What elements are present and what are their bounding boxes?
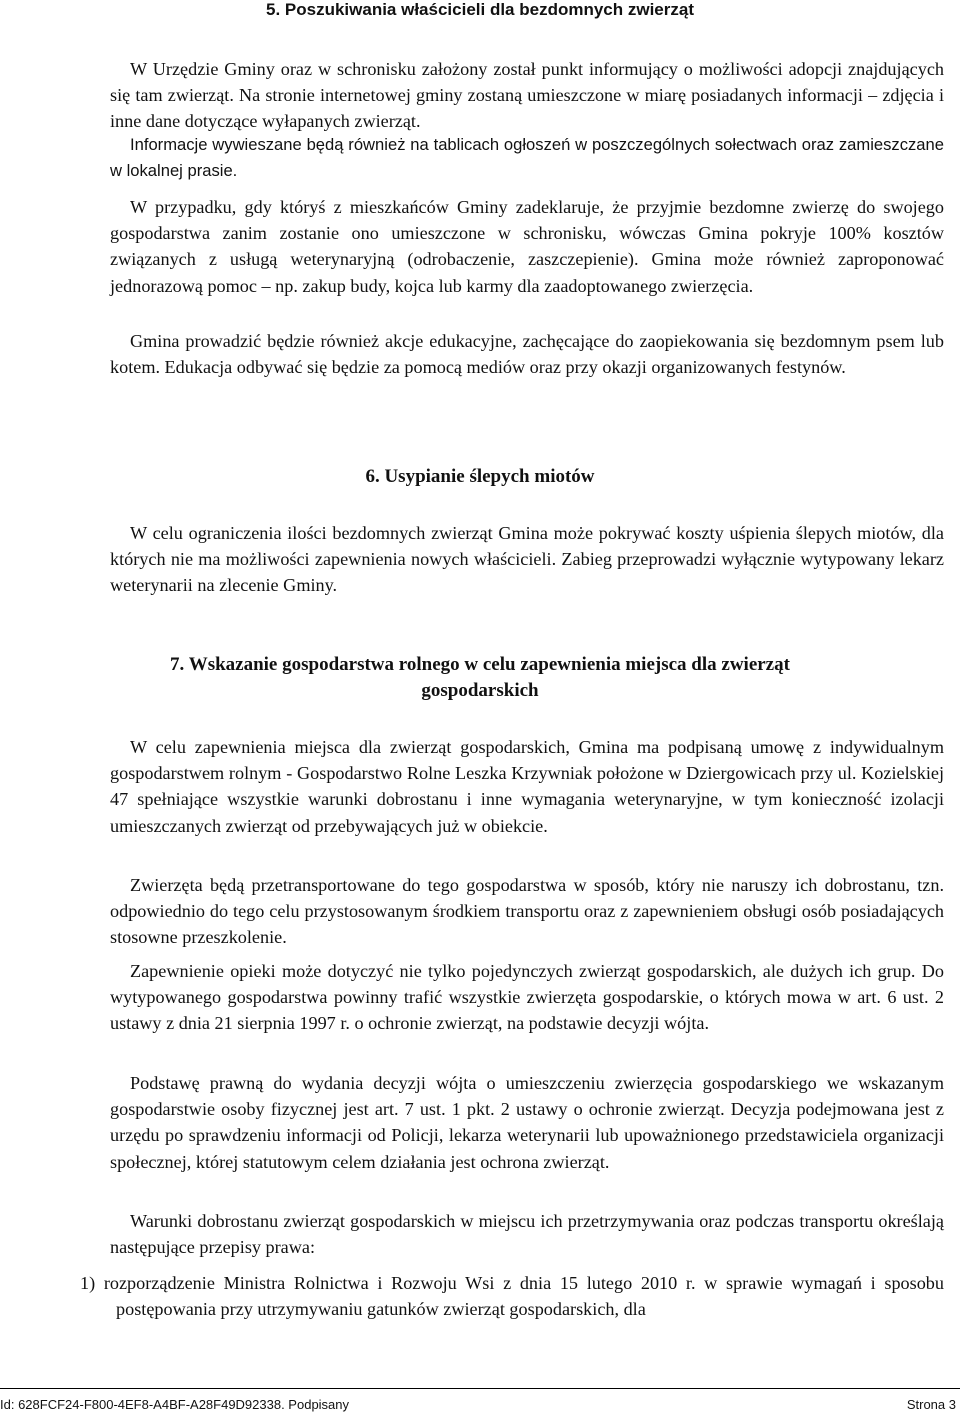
section-5-paragraph-1a: W Urzędzie Gminy oraz w schronisku założony został punkt informujący o możliwości adopcji znajdujących się tam zwierząt. Na stronie internetowej gminy zostaną umieszczone w miarę posiadanych informacji – zdjęcia i inne dane dotyczące wyłapanych zwierząt. — [110, 59, 944, 132]
section-5-heading: 5. Poszukiwania właścicieli dla bezdomnych zwierząt — [266, 0, 694, 19]
section-5-paragraph-1b: Informacje wywieszane będą również na tablicach ogłoszeń w poszczególnych sołectwach oraz zamieszczane w lokalnej prasie. — [110, 135, 944, 181]
section-7-heading-line-1: 7. Wskazanie gospodarstwa rolnego w celu zapewnienia miejsca dla zwierząt — [170, 654, 790, 675]
section-7-paragraph-5: Warunki dobrostanu zwierząt gospodarskich w miejscu ich przetrzymywania oraz podczas transportu określają następujące przepisy prawa: — [110, 1211, 944, 1258]
footer-page-number: Strona 3 — [906, 1397, 956, 1412]
footer-divider — [0, 1388, 960, 1389]
section-6-paragraph-1: W celu ograniczenia ilości bezdomnych zwierząt Gmina może pokrywać koszty uśpienia ślepych miotów, dla których nie ma możliwości zapewnienia nowych właścicieli. Zabieg przeprowadzi wyłącznie wytypowany lekarz weterynarii na zlecenie Gminy. — [110, 523, 944, 596]
legal-list-item-1: 1) rozporządzenie Ministra Rolnictwa i Rozwoju Wsi z dnia 15 lutego 2010 r. w sprawie wymagań i sposobu postępowania przy utrzymywaniu gatunków zwierząt gospodarskich, dla — [80, 1273, 944, 1320]
section-5-paragraph-2: W przypadku, gdy któryś z mieszkańców Gminy zadeklaruje, że przyjmie bezdomne zwierzę do swojego gospodarstwa zanim zostanie ono umieszczone w schronisku, wówczas Gmina pokryje 100% kosztów związanych z usługą weterynaryjną (odrobaczenie, zaszczepienie). Gmina może również zaproponować jednorazową pomoc – np. zakup budy, kojca lub karmy dla zaadoptowanego zwierzęcia. — [110, 197, 944, 296]
section-7-heading-line-2: gospodarskich — [421, 680, 539, 701]
section-7-paragraph-1: W celu zapewnienia miejsca dla zwierząt gospodarskich, Gmina ma podpisaną umowę z indywidualnym gospodarstwem rolnym - Gospodarstwo Rolne Leszka Krzywniak położone w Dziergowicach przy ul. Kozielskiej 47 spełniające wszystkie warunki dobrostanu i inne wymagania weterynaryjne, w tym konieczność izolacji umieszczanych zwierząt od przebywających już w obiekcie. — [110, 737, 944, 836]
section-7-paragraph-4: Podstawę prawną do wydania decyzji wójta o umieszczeniu zwierzęcia gospodarskiego we wskazanym gospodarstwie osoby fizycznej jest art. 7 ust. 1 pkt. 2 ustawy o ochronie zwierząt. Decyzja podejmowana jest z urzędu po sprawdzeniu informacji od Policji, lekarza weterynarii lub upoważnionego przedstawiciela organizacji społecznej, której statutowym celem działania jest ochrona zwierząt. — [110, 1073, 944, 1172]
section-7-paragraph-2: Zwierzęta będą przetransportowane do tego gospodarstwa w sposób, który nie naruszy ich dobrostanu, tzn. odpowiednio do tego celu przystosowanym środkiem transportu oraz z zapewnieniem obsługi osób posiadających stosowne przeszkolenie. — [110, 875, 944, 948]
section-5-paragraph-3: Gmina prowadzić będzie również akcje edukacyjne, zachęcające do zaopiekowania się bezdomnym psem lub kotem. Edukacja odbywać się będzie za pomocą mediów oraz przy okazji organizowanych festynów. — [110, 331, 944, 378]
footer-document-id: Id: 628FCF24-F800-4EF8-A4BF-A28F49D92338. Podpisany — [0, 1397, 350, 1412]
section-7-paragraph-3: Zapewnienie opieki może dotyczyć nie tylko pojedynczych zwierząt gospodarskich, ale dużych ich grup. Do wytypowanego gospodarstwa powinny trafić wszystkie zwierzęta gospodarskie, o których mowa w art. 6 ust. 2 ustawy z dnia 21 sierpnia 1997 r. o ochronie zwierząt, na podstawie decyzji wójta. — [110, 961, 944, 1034]
section-6-heading: 6. Usypianie ślepych miotów — [365, 466, 595, 487]
